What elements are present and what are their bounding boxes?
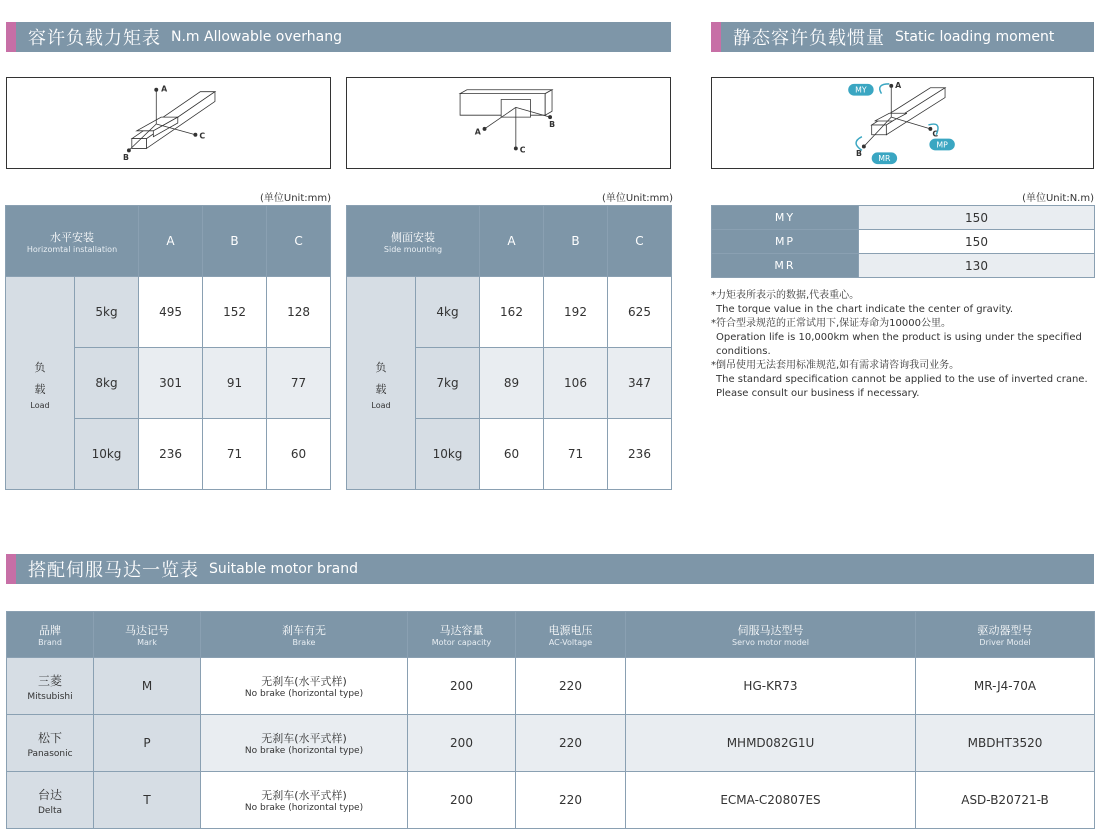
- load-label: [6, 277, 75, 490]
- unit-horizontal: (单位Unit:mm): [259, 193, 331, 204]
- col-a: A: [139, 206, 203, 277]
- static-moment-table: [711, 205, 1095, 278]
- diagram-static: [711, 77, 1094, 169]
- kg-cell: 4kg: [416, 277, 480, 348]
- label-a: A: [895, 80, 902, 90]
- header-en: Side mounting: [383, 244, 443, 254]
- value-b: 71: [203, 419, 267, 490]
- label-mr: MR: [878, 154, 891, 164]
- label-c: C: [932, 129, 939, 139]
- brake-cell: 无刹车(水平式样) No brake (horizontal type): [201, 658, 408, 715]
- value-b: 91: [203, 348, 267, 419]
- value-c: 347: [608, 348, 672, 419]
- value-a: 89: [480, 348, 544, 419]
- notes: [711, 289, 1091, 401]
- side-header: [347, 206, 480, 277]
- label-b: B: [549, 119, 556, 129]
- load-en: Load: [30, 400, 50, 410]
- value-b: 152: [203, 277, 267, 348]
- section-title-cn: 静态容许负载惯量: [733, 28, 885, 49]
- col-b: B: [203, 206, 267, 277]
- value-b: 192: [544, 277, 608, 348]
- note-en: The standard specification cannot be applied to the use of inverted crane. Please consult our business if necessary.: [716, 374, 1088, 399]
- section-accent: [6, 554, 16, 584]
- driver-model-cell: MR-J4-70A: [916, 658, 1095, 715]
- section-title-en: N.m Allowable overhang: [171, 29, 342, 45]
- table-row: [6, 277, 331, 348]
- section-header-static: [711, 22, 1094, 52]
- table-row: [7, 715, 1095, 772]
- table-row: [347, 277, 672, 348]
- section-accent: [6, 22, 16, 52]
- brake-cell: 无刹车(水平式样) No brake (horizontal type): [201, 715, 408, 772]
- load-cn-2: 载: [375, 382, 387, 396]
- col-c: C: [608, 206, 672, 277]
- brand-cell: 三菱 Mitsubishi: [7, 658, 94, 715]
- label-c: C: [199, 131, 206, 141]
- mark-cell: M: [94, 658, 201, 715]
- header-mark: 马达记号 Mark: [94, 612, 201, 658]
- header-driver-model: 驱动器型号 Driver Model: [916, 612, 1095, 658]
- header-en: Horizomtal installation: [26, 244, 118, 254]
- value-b: 106: [544, 348, 608, 419]
- header-cn: 侧面安装: [391, 230, 435, 244]
- voltage-cell: 220: [516, 772, 626, 829]
- section-title-en: Static loading moment: [895, 29, 1055, 45]
- col-b: B: [544, 206, 608, 277]
- moment-value: 150: [859, 206, 1095, 230]
- servo-model-cell: ECMA-C20807ES: [626, 772, 916, 829]
- mark-cell: T: [94, 772, 201, 829]
- kg-cell: 8kg: [75, 348, 139, 419]
- brake-cell: 无刹车(水平式样) No brake (horizontal type): [201, 772, 408, 829]
- header-voltage: 电源电压 AC-Voltage: [516, 612, 626, 658]
- value-a: 301: [139, 348, 203, 419]
- section-header-overhang: [6, 22, 671, 52]
- table-row: [712, 206, 1095, 230]
- section-title-en: Suitable motor brand: [209, 561, 359, 577]
- load-cn-1: 负: [375, 360, 387, 374]
- side-overhang-table: [346, 205, 672, 490]
- value-c: 128: [267, 277, 331, 348]
- section-title-cn: 搭配伺服马达一览表: [28, 560, 199, 581]
- moment-value: 150: [859, 230, 1095, 254]
- col-a: A: [480, 206, 544, 277]
- label-a: A: [474, 127, 481, 137]
- value-a: 495: [139, 277, 203, 348]
- moment-value: 130: [859, 254, 1095, 278]
- brand-cell: 松下 Panasonic: [7, 715, 94, 772]
- value-c: 60: [267, 419, 331, 490]
- table-row: [7, 772, 1095, 829]
- note-en: The torque value in the chart indicate the center of gravity.: [716, 304, 1014, 315]
- driver-model-cell: ASD-B20721-B: [916, 772, 1095, 829]
- note-cn: *力矩表所表示的数据,代表重心。: [711, 290, 860, 301]
- horizontal-header: [6, 206, 139, 277]
- label-my: MY: [855, 85, 867, 95]
- label-c: C: [519, 145, 526, 155]
- kg-cell: 7kg: [416, 348, 480, 419]
- load-label: [347, 277, 416, 490]
- header-cn: 水平安装: [50, 230, 94, 244]
- value-a: 236: [139, 419, 203, 490]
- driver-model-cell: MBDHT3520: [916, 715, 1095, 772]
- header-brand: 品牌 Brand: [7, 612, 94, 658]
- label-mp: MP: [936, 140, 948, 150]
- voltage-cell: 220: [516, 658, 626, 715]
- note-cn: *倒吊使用无法套用标准规范,如有需求请咨询我司业务。: [711, 360, 960, 371]
- value-c: 236: [608, 419, 672, 490]
- voltage-cell: 220: [516, 715, 626, 772]
- static-moment-illustration: [712, 78, 1093, 168]
- table-row: [712, 230, 1095, 254]
- value-b: 71: [544, 419, 608, 490]
- header-brake: 刹车有无 Brake: [201, 612, 408, 658]
- kg-cell: 10kg: [416, 419, 480, 490]
- load-en: Load: [371, 400, 391, 410]
- header-servo-model: 伺服马达型号 Servo motor model: [626, 612, 916, 658]
- brand-cell: 台达 Delta: [7, 772, 94, 829]
- header-capacity: 马达容量 Motor capacity: [408, 612, 516, 658]
- horizontal-mount-illustration: [7, 78, 330, 168]
- section-accent: [711, 22, 721, 52]
- value-c: 625: [608, 277, 672, 348]
- label-b: B: [123, 153, 129, 163]
- servo-model-cell: HG-KR73: [626, 658, 916, 715]
- unit-static: (单位Unit:N.m): [1022, 193, 1094, 204]
- kg-cell: 5kg: [75, 277, 139, 348]
- load-cn-2: 载: [34, 382, 46, 396]
- load-cn-1: 负: [34, 360, 46, 374]
- diagram-horizontal: [6, 77, 331, 169]
- table-row: [712, 254, 1095, 278]
- capacity-cell: 200: [408, 658, 516, 715]
- servo-model-cell: MHMD082G1U: [626, 715, 916, 772]
- label-a: A: [161, 84, 168, 94]
- capacity-cell: 200: [408, 772, 516, 829]
- diagram-side: [346, 77, 671, 169]
- value-c: 77: [267, 348, 331, 419]
- moment-label: MR: [712, 254, 859, 278]
- moment-label: MP: [712, 230, 859, 254]
- mark-cell: P: [94, 715, 201, 772]
- section-title-cn: 容许负载力矩表: [28, 28, 161, 49]
- capacity-cell: 200: [408, 715, 516, 772]
- unit-side: (单位Unit:mm): [601, 193, 673, 204]
- kg-cell: 10kg: [75, 419, 139, 490]
- horizontal-overhang-table: [5, 205, 331, 490]
- col-c: C: [267, 206, 331, 277]
- table-row: [7, 658, 1095, 715]
- section-header-motor: [6, 554, 1094, 584]
- note-cn: *符合型录规范的正常试用下,保证寿命为10000公里。: [711, 318, 951, 329]
- moment-label: MY: [712, 206, 859, 230]
- motor-brand-table: [6, 611, 1095, 829]
- value-a: 162: [480, 277, 544, 348]
- note-en: Operation life is 10,000km when the product is using under the specified conditions.: [716, 332, 1082, 357]
- side-mount-illustration: [347, 78, 670, 168]
- label-b: B: [856, 149, 863, 159]
- value-a: 60: [480, 419, 544, 490]
